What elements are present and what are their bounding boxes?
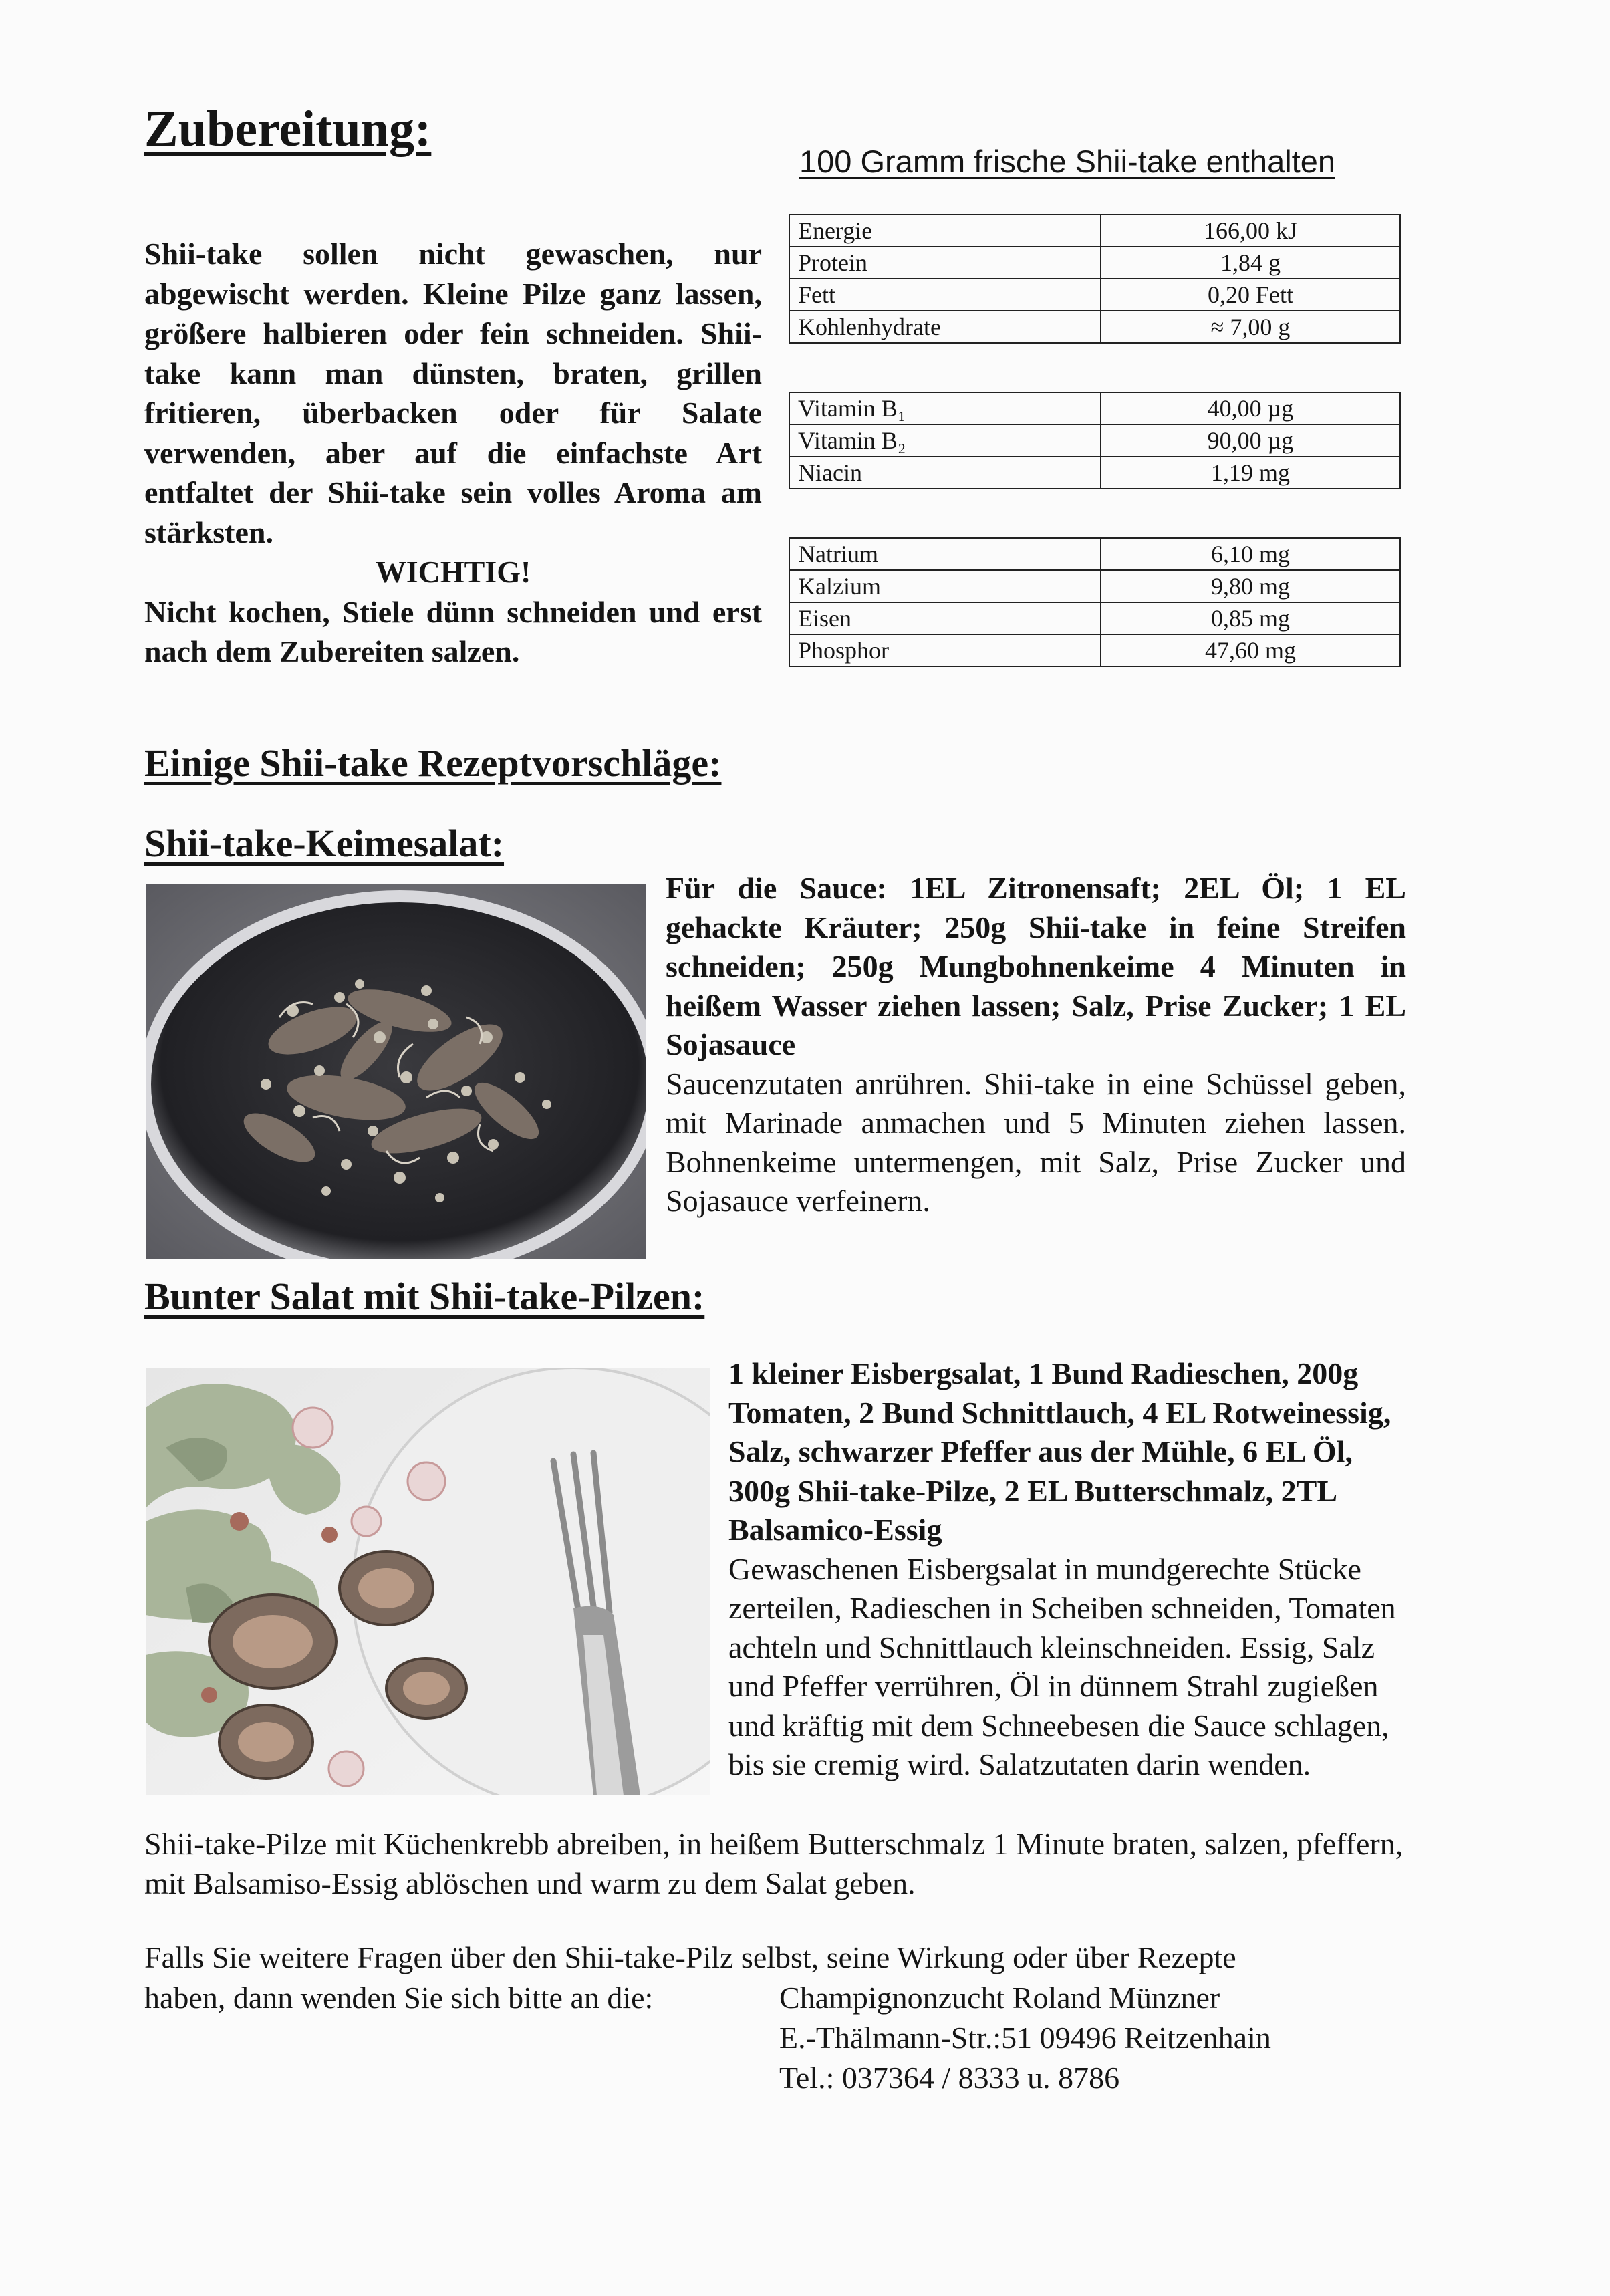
table-row bbox=[789, 457, 1400, 489]
recipe2-text bbox=[728, 1354, 1406, 1785]
contact-address: E.-Thälmann-Str.:51 09496 Reitzenhain bbox=[779, 2021, 1271, 2055]
recipe2-ingredients bbox=[728, 1354, 1406, 1550]
nutrient-name: Kalzium bbox=[789, 570, 1101, 602]
mushroom-salad-photo bbox=[146, 1368, 710, 1795]
wichtig-text: Nicht kochen, Stiele dünn schneiden und erst nach dem Zubereiten salzen. bbox=[144, 594, 762, 668]
nutrient-name: Vitamin B₂ bbox=[789, 424, 1101, 457]
nutrient-name: Phosphor bbox=[789, 634, 1101, 666]
recipe1-title: Shii-take-Keimesalat: bbox=[144, 821, 505, 865]
page-heading: Zubereitung: bbox=[144, 101, 432, 157]
nutrient-value: 0,20 Fett bbox=[1101, 279, 1400, 311]
nutrient-name: Protein bbox=[789, 247, 1101, 279]
nutrition-table-minerals bbox=[789, 537, 1401, 667]
recipe2-continuation: Shii-take-Pilze mit Küchenkrebb abreiben, in heißem Butterschmalz 1 Minute braten, salzen, pfeffern, mit Balsamiso-Essig ablöschen und warm zu dem Salat geben. bbox=[144, 1827, 1403, 1900]
ingredients-text: Für die Sauce: 1EL Zitronensaft; 2EL Öl; 1 EL gehackte Kräuter; 250g Shii-take in feine Streifen schneiden; 250g Mungbohnenkeime 4 Minuten in heißem Wasser ziehen lassen; Salz, Prise Zucker; 1 EL Sojasauce bbox=[666, 871, 1406, 1061]
nutrient-value: 9,80 mg bbox=[1101, 570, 1400, 602]
nutrient-name: Kohlenhydrate bbox=[789, 311, 1101, 343]
nutrient-name: Natrium bbox=[789, 538, 1101, 570]
table-row bbox=[789, 215, 1400, 247]
table-row bbox=[789, 311, 1400, 343]
nutrient-name: Vitamin B₁ bbox=[789, 392, 1101, 424]
nutrition-table-basic bbox=[789, 214, 1401, 344]
nutrient-name: Fett bbox=[789, 279, 1101, 311]
nutrient-value: 1,84 g bbox=[1101, 247, 1400, 279]
nutrient-value: 166,00 kJ bbox=[1101, 215, 1400, 247]
nutrient-value: 6,10 mg bbox=[1101, 538, 1400, 570]
wichtig-label: WICHTIG! bbox=[375, 555, 531, 589]
recipe1-instructions: Saucenzutaten anrühren. Shii-take in eine Schüssel geben, mit Marinade anmachen und 5 Minuten ziehen lassen. Bohnenkeime untermengen, mit Salz, Prise Zucker und Sojasauce verfeinern. bbox=[666, 1066, 1406, 1218]
recipe2-title: Bunter Salat mit Shii-take-Pilzen: bbox=[144, 1275, 705, 1318]
nutrient-name: Energie bbox=[789, 215, 1101, 247]
table-row bbox=[789, 247, 1400, 279]
ingredients-text: 1 kleiner Eisbergsalat, 1 Bund Radieschen, 200g Tomaten, 2 Bund Schnittlauch, 4 EL Rotweinessig, Salz, schwarzer Pfeffer aus der Mühle, 6 EL Öl, 300g Shii-take-Pilze, 2 EL Butterschmalz, 2TL Balsamico-Essig bbox=[728, 1356, 1391, 1547]
table-row bbox=[789, 634, 1400, 666]
nutrient-name: Niacin bbox=[789, 457, 1101, 489]
table-row bbox=[789, 279, 1400, 311]
nutrient-name: Eisen bbox=[789, 602, 1101, 634]
intro-section bbox=[144, 234, 762, 672]
nutrient-value: 40,00 µg bbox=[1101, 392, 1400, 424]
nutrient-value: 47,60 mg bbox=[1101, 634, 1400, 666]
table-row bbox=[789, 538, 1400, 570]
recipes-heading: Einige Shii-take Rezeptvorschläge: bbox=[144, 741, 722, 785]
nutrition-title: 100 Gramm frische Shii-take enthalten bbox=[799, 144, 1335, 179]
recipe1-text bbox=[666, 869, 1406, 1221]
nutrient-value: 90,00 µg bbox=[1101, 424, 1400, 457]
contact-intro-line1: Falls Sie weitere Fragen über den Shii-take-Pilz selbst, seine Wirkung oder über Rezepte bbox=[144, 1940, 1236, 1974]
contact-phone: Tel.: 037364 / 8333 u. 8786 bbox=[779, 2061, 1120, 2095]
nutrient-value: ≈ 7,00 g bbox=[1101, 311, 1400, 343]
recipe2-instructions: Gewaschenen Eisbergsalat in mundgerechte Stücke zerteilen, Radieschen in Scheiben schneiden, Tomaten achteln und Schnittlauch kleinschneiden. Essig, Salz und Pfeffer verrühren, Öl in dünnem Strahl zugießen und kräftig mit dem Schneebesen die Sauce schlagen, bis sie cremig wird. Salatzutaten darin wenden. bbox=[728, 1551, 1396, 1781]
contact-name: Champignonzucht Roland Münzner bbox=[779, 1981, 1220, 2015]
nutrient-value: 1,19 mg bbox=[1101, 457, 1400, 489]
table-row bbox=[789, 602, 1400, 634]
table-row bbox=[789, 392, 1400, 424]
nutrient-value: 0,85 mg bbox=[1101, 602, 1400, 634]
recipe1-ingredients bbox=[666, 869, 1406, 1065]
table-row bbox=[789, 424, 1400, 457]
table-row bbox=[789, 570, 1400, 602]
nutrition-table-vitamins bbox=[789, 392, 1401, 489]
sprout-salad-photo bbox=[146, 884, 646, 1259]
contact-intro-line2: haben, dann wenden Sie sich bitte an die: bbox=[144, 1981, 654, 2015]
intro-text: Shii-take sollen nicht gewaschen, nur abgewischt werden. Kleine Pilze ganz lassen, größere halbieren oder fein schneiden. Shii-take kann man dünsten, braten, grillen fritieren, überbacken oder für Salate verwenden, aber auf die einfachste Art entfaltet der Shii-take sein volles Aroma am stärksten. bbox=[144, 237, 762, 549]
